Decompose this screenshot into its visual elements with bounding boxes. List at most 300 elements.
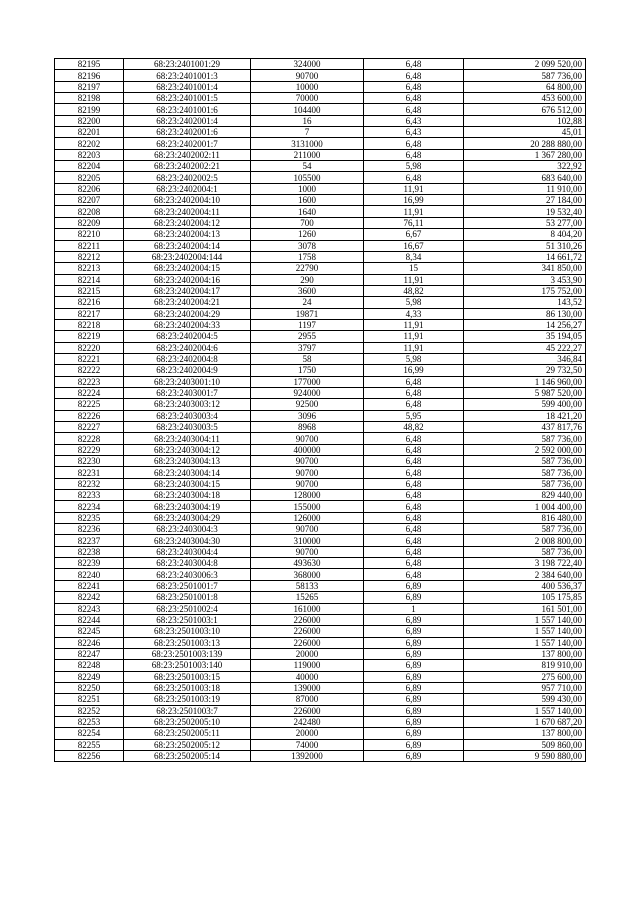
rate-cell: 1 [364, 603, 464, 614]
rate-cell: 6,89 [364, 614, 464, 625]
rate-cell: 5,95 [364, 410, 464, 421]
rate-cell: 6,48 [364, 512, 464, 523]
value-cell: 19 532,40 [464, 206, 586, 217]
row-number-cell: 82227 [55, 422, 124, 433]
value-cell: 587 736,00 [464, 546, 586, 557]
row-number-cell: 82237 [55, 535, 124, 546]
row-number-cell: 82196 [55, 70, 124, 81]
table-row [55, 739, 586, 750]
value-cell: 45,01 [464, 127, 586, 138]
row-number-cell: 82254 [55, 728, 124, 739]
area-cell: 924000 [251, 387, 364, 398]
table-row [55, 93, 586, 104]
value-cell: 819 910,00 [464, 660, 586, 671]
cadastral-number-cell: 68:23:2501003:18 [124, 682, 251, 693]
area-cell: 19871 [251, 308, 364, 319]
table-row [55, 127, 586, 138]
value-cell: 587 736,00 [464, 478, 586, 489]
table-row [55, 535, 586, 546]
rate-cell: 6,48 [364, 490, 464, 501]
value-cell: 587 736,00 [464, 524, 586, 535]
cadastral-number-cell: 68:23:2501003:140 [124, 660, 251, 671]
value-cell: 14 661,72 [464, 251, 586, 262]
cadastral-number-cell: 68:23:2401001:4 [124, 81, 251, 92]
cadastral-number-cell: 68:23:2401001:5 [124, 93, 251, 104]
rate-cell: 6,89 [364, 694, 464, 705]
area-cell: 310000 [251, 535, 364, 546]
value-cell: 161 501,00 [464, 603, 586, 614]
area-cell: 22790 [251, 263, 364, 274]
value-cell: 137 800,00 [464, 648, 586, 659]
rate-cell: 6,48 [364, 104, 464, 115]
row-number-cell: 82202 [55, 138, 124, 149]
cadastral-number-cell: 68:23:2403004:18 [124, 490, 251, 501]
rate-cell: 6,48 [364, 172, 464, 183]
cadastral-number-cell: 68:23:2501003:10 [124, 626, 251, 637]
area-cell: 226000 [251, 614, 364, 625]
area-cell: 90700 [251, 524, 364, 535]
table-row [55, 716, 586, 727]
row-number-cell: 82226 [55, 410, 124, 421]
cadastral-number-cell: 68:23:2402004:33 [124, 319, 251, 330]
table-row [55, 138, 586, 149]
rate-cell: 11,91 [364, 206, 464, 217]
row-number-cell: 82231 [55, 467, 124, 478]
table-row [55, 558, 586, 569]
cadastral-number-cell: 68:23:2402004:1 [124, 183, 251, 194]
table-row [55, 342, 586, 353]
value-cell: 14 256,27 [464, 319, 586, 330]
row-number-cell: 82224 [55, 387, 124, 398]
cadastral-number-cell: 68:23:2501003:1 [124, 614, 251, 625]
table-row [55, 195, 586, 206]
cadastral-number-cell: 68:23:2502005:14 [124, 750, 251, 761]
value-cell: 1 004 400,00 [464, 501, 586, 512]
value-cell: 2 008 800,00 [464, 535, 586, 546]
table-row [55, 274, 586, 285]
row-number-cell: 82207 [55, 195, 124, 206]
area-cell: 139000 [251, 682, 364, 693]
table-row [55, 149, 586, 160]
table-row [55, 750, 586, 761]
area-cell: 58 [251, 353, 364, 364]
area-cell: 90700 [251, 70, 364, 81]
area-cell: 90700 [251, 433, 364, 444]
rate-cell: 6,48 [364, 433, 464, 444]
value-cell: 341 850,00 [464, 263, 586, 274]
value-cell: 143,52 [464, 297, 586, 308]
area-cell: 1000 [251, 183, 364, 194]
table-row [55, 217, 586, 228]
area-cell: 1600 [251, 195, 364, 206]
value-cell: 29 732,50 [464, 365, 586, 376]
rate-cell: 6,89 [364, 648, 464, 659]
rate-cell: 6,89 [364, 750, 464, 761]
value-cell: 1 557 140,00 [464, 705, 586, 716]
row-number-cell: 82250 [55, 682, 124, 693]
row-number-cell: 82222 [55, 365, 124, 376]
row-number-cell: 82210 [55, 229, 124, 240]
row-number-cell: 82208 [55, 206, 124, 217]
table-row [55, 456, 586, 467]
value-cell: 587 736,00 [464, 70, 586, 81]
value-cell: 599 430,00 [464, 694, 586, 705]
rate-cell: 48,82 [364, 285, 464, 296]
area-cell: 324000 [251, 59, 364, 70]
cadastral-number-cell: 68:23:2403004:30 [124, 535, 251, 546]
rate-cell: 6,89 [364, 728, 464, 739]
cadastral-number-cell: 68:23:2403004:14 [124, 467, 251, 478]
row-number-cell: 82239 [55, 558, 124, 569]
cadastral-number-cell: 68:23:2403003:4 [124, 410, 251, 421]
row-number-cell: 82232 [55, 478, 124, 489]
cadastral-number-cell: 68:23:2403006:3 [124, 569, 251, 580]
area-cell: 3797 [251, 342, 364, 353]
table-row [55, 422, 586, 433]
area-cell: 3131000 [251, 138, 364, 149]
cadastral-number-cell: 68:23:2402004:9 [124, 365, 251, 376]
area-cell: 368000 [251, 569, 364, 580]
cadastral-number-cell: 68:23:2502005:12 [124, 739, 251, 750]
area-cell: 1758 [251, 251, 364, 262]
value-cell: 175 752,00 [464, 285, 586, 296]
rate-cell: 6,48 [364, 149, 464, 160]
rate-cell: 16,99 [364, 195, 464, 206]
area-cell: 3600 [251, 285, 364, 296]
area-cell: 119000 [251, 660, 364, 671]
area-cell: 70000 [251, 93, 364, 104]
area-cell: 24 [251, 297, 364, 308]
table-row [55, 399, 586, 410]
area-cell: 16 [251, 115, 364, 126]
rate-cell: 6,48 [364, 399, 464, 410]
rate-cell: 6,89 [364, 580, 464, 591]
cadastral-number-cell: 68:23:2501003:19 [124, 694, 251, 705]
rate-cell: 6,43 [364, 115, 464, 126]
value-cell: 587 736,00 [464, 456, 586, 467]
table-row [55, 172, 586, 183]
table-row [55, 353, 586, 364]
rate-cell: 6,89 [364, 626, 464, 637]
rate-cell: 6,43 [364, 127, 464, 138]
value-cell: 2 384 640,00 [464, 569, 586, 580]
value-cell: 1 557 140,00 [464, 614, 586, 625]
area-cell: 226000 [251, 705, 364, 716]
table-row [55, 319, 586, 330]
table-row [55, 251, 586, 262]
area-cell: 290 [251, 274, 364, 285]
row-number-cell: 82228 [55, 433, 124, 444]
row-number-cell: 82252 [55, 705, 124, 716]
cadastral-number-cell: 68:23:2402004:12 [124, 217, 251, 228]
cadastral-number-cell: 68:23:2403004:29 [124, 512, 251, 523]
table-row [55, 705, 586, 716]
rate-cell: 6,67 [364, 229, 464, 240]
area-cell: 20000 [251, 648, 364, 659]
value-cell: 437 817,76 [464, 422, 586, 433]
rate-cell: 6,48 [364, 546, 464, 557]
cadastral-number-cell: 68:23:2402004:29 [124, 308, 251, 319]
cadastral-number-cell: 68:23:2402001:4 [124, 115, 251, 126]
table-row [55, 682, 586, 693]
area-cell: 105500 [251, 172, 364, 183]
area-cell: 493630 [251, 558, 364, 569]
value-cell: 3 453,90 [464, 274, 586, 285]
table-row [55, 183, 586, 194]
row-number-cell: 82249 [55, 671, 124, 682]
row-number-cell: 82244 [55, 614, 124, 625]
table-row [55, 229, 586, 240]
area-cell: 10000 [251, 81, 364, 92]
area-cell: 226000 [251, 626, 364, 637]
area-cell: 1197 [251, 319, 364, 330]
area-cell: 1640 [251, 206, 364, 217]
area-cell: 177000 [251, 376, 364, 387]
row-number-cell: 82247 [55, 648, 124, 659]
cadastral-number-cell: 68:23:2402004:17 [124, 285, 251, 296]
table-row [55, 376, 586, 387]
row-number-cell: 82243 [55, 603, 124, 614]
value-cell: 1 146 960,00 [464, 376, 586, 387]
row-number-cell: 82238 [55, 546, 124, 557]
area-cell: 211000 [251, 149, 364, 160]
area-cell: 8968 [251, 422, 364, 433]
row-number-cell: 82229 [55, 444, 124, 455]
row-number-cell: 82213 [55, 263, 124, 274]
cadastral-number-cell: 68:23:2403004:4 [124, 546, 251, 557]
row-number-cell: 82248 [55, 660, 124, 671]
area-cell: 3078 [251, 240, 364, 251]
value-cell: 35 194,05 [464, 331, 586, 342]
cadastral-number-cell: 68:23:2403001:10 [124, 376, 251, 387]
cadastral-number-cell: 68:23:2402002:11 [124, 149, 251, 160]
table-row [55, 387, 586, 398]
rate-cell: 5,98 [364, 297, 464, 308]
table-row [55, 728, 586, 739]
rate-cell: 6,89 [364, 716, 464, 727]
cadastral-number-cell: 68:23:2501003:15 [124, 671, 251, 682]
row-number-cell: 82233 [55, 490, 124, 501]
cadastral-number-cell: 68:23:2402001:6 [124, 127, 251, 138]
cadastral-number-cell: 68:23:2401001:6 [124, 104, 251, 115]
value-cell: 816 480,00 [464, 512, 586, 523]
row-number-cell: 82216 [55, 297, 124, 308]
rate-cell: 6,89 [364, 637, 464, 648]
rate-cell: 8,34 [364, 251, 464, 262]
row-number-cell: 82236 [55, 524, 124, 535]
area-cell: 400000 [251, 444, 364, 455]
area-cell: 90700 [251, 478, 364, 489]
rate-cell: 6,48 [364, 535, 464, 546]
row-number-cell: 82240 [55, 569, 124, 580]
row-number-cell: 82201 [55, 127, 124, 138]
table-row [55, 263, 586, 274]
rate-cell: 6,89 [364, 739, 464, 750]
cadastral-number-cell: 68:23:2402004:13 [124, 229, 251, 240]
value-cell: 957 710,00 [464, 682, 586, 693]
area-cell: 226000 [251, 637, 364, 648]
row-number-cell: 82242 [55, 592, 124, 603]
table-row [55, 297, 586, 308]
area-cell: 58133 [251, 580, 364, 591]
value-cell: 3 198 722,40 [464, 558, 586, 569]
table-row [55, 331, 586, 342]
row-number-cell: 82235 [55, 512, 124, 523]
value-cell: 322,92 [464, 161, 586, 172]
area-cell: 20000 [251, 728, 364, 739]
rate-cell: 6,89 [364, 705, 464, 716]
rate-cell: 4,33 [364, 308, 464, 319]
value-cell: 18 421,20 [464, 410, 586, 421]
row-number-cell: 82209 [55, 217, 124, 228]
row-number-cell: 82214 [55, 274, 124, 285]
row-number-cell: 82197 [55, 81, 124, 92]
value-cell: 400 536,37 [464, 580, 586, 591]
rate-cell: 11,91 [364, 319, 464, 330]
rate-cell: 11,91 [364, 331, 464, 342]
row-number-cell: 82215 [55, 285, 124, 296]
cadastral-number-cell: 68:23:2403003:12 [124, 399, 251, 410]
rate-cell: 6,48 [364, 569, 464, 580]
value-cell: 509 860,00 [464, 739, 586, 750]
table-row [55, 592, 586, 603]
area-cell: 90700 [251, 546, 364, 557]
value-cell: 1 557 140,00 [464, 637, 586, 648]
area-cell: 40000 [251, 671, 364, 682]
row-number-cell: 82251 [55, 694, 124, 705]
table-row [55, 115, 586, 126]
row-number-cell: 82246 [55, 637, 124, 648]
value-cell: 105 175,85 [464, 592, 586, 603]
table-row [55, 671, 586, 682]
table-row [55, 580, 586, 591]
row-number-cell: 82199 [55, 104, 124, 115]
table-row [55, 626, 586, 637]
cadastral-number-cell: 68:23:2403004:19 [124, 501, 251, 512]
area-cell: 3096 [251, 410, 364, 421]
row-number-cell: 82195 [55, 59, 124, 70]
area-cell: 700 [251, 217, 364, 228]
table-row [55, 410, 586, 421]
value-cell: 676 512,00 [464, 104, 586, 115]
table-row [55, 467, 586, 478]
cadastral-number-cell: 68:23:2501003:7 [124, 705, 251, 716]
area-cell: 87000 [251, 694, 364, 705]
rate-cell: 6,48 [364, 467, 464, 478]
rate-cell: 5,98 [364, 353, 464, 364]
value-cell: 587 736,00 [464, 467, 586, 478]
area-cell: 92500 [251, 399, 364, 410]
value-cell: 137 800,00 [464, 728, 586, 739]
rate-cell: 11,91 [364, 183, 464, 194]
rate-cell: 16,67 [364, 240, 464, 251]
table-row [55, 490, 586, 501]
rate-cell: 11,91 [364, 342, 464, 353]
table-row [55, 444, 586, 455]
cadastral-number-cell: 68:23:2402004:5 [124, 331, 251, 342]
value-cell: 599 400,00 [464, 399, 586, 410]
area-cell: 74000 [251, 739, 364, 750]
area-cell: 1750 [251, 365, 364, 376]
cadastral-number-cell: 68:23:2401001:3 [124, 70, 251, 81]
table-row [55, 512, 586, 523]
row-number-cell: 82256 [55, 750, 124, 761]
rate-cell: 6,89 [364, 671, 464, 682]
value-cell: 9 590 880,00 [464, 750, 586, 761]
area-cell: 104400 [251, 104, 364, 115]
table-row [55, 660, 586, 671]
value-cell: 587 736,00 [464, 433, 586, 444]
cadastral-number-cell: 68:23:2403004:12 [124, 444, 251, 455]
value-cell: 2 592 000,00 [464, 444, 586, 455]
value-cell: 45 222,27 [464, 342, 586, 353]
cadastral-number-cell: 68:23:2403004:3 [124, 524, 251, 535]
area-cell: 54 [251, 161, 364, 172]
row-number-cell: 82198 [55, 93, 124, 104]
table-row [55, 59, 586, 70]
rate-cell: 6,89 [364, 682, 464, 693]
value-cell: 20 288 880,00 [464, 138, 586, 149]
table-row [55, 648, 586, 659]
cadastral-number-cell: 68:23:2501002:4 [124, 603, 251, 614]
row-number-cell: 82217 [55, 308, 124, 319]
value-cell: 1 557 140,00 [464, 626, 586, 637]
value-cell: 8 404,20 [464, 229, 586, 240]
area-cell: 7 [251, 127, 364, 138]
value-cell: 102,88 [464, 115, 586, 126]
table-row [55, 285, 586, 296]
cadastral-number-cell: 68:23:2403004:13 [124, 456, 251, 467]
rate-cell: 6,48 [364, 524, 464, 535]
table-row [55, 308, 586, 319]
row-number-cell: 82241 [55, 580, 124, 591]
table-row [55, 614, 586, 625]
value-cell: 1 367 280,00 [464, 149, 586, 160]
row-number-cell: 82206 [55, 183, 124, 194]
cadastral-number-cell: 68:23:2502005:11 [124, 728, 251, 739]
cadastral-number-cell: 68:23:2402002:21 [124, 161, 251, 172]
rate-cell: 6,48 [364, 501, 464, 512]
cadastral-number-cell: 68:23:2402004:16 [124, 274, 251, 285]
rate-cell: 6,48 [364, 387, 464, 398]
rate-cell: 5,98 [364, 161, 464, 172]
value-cell: 346,84 [464, 353, 586, 364]
cadastral-number-cell: 68:23:2401001:29 [124, 59, 251, 70]
cadastral-number-cell: 68:23:2501001:7 [124, 580, 251, 591]
cadastral-number-cell: 68:23:2402004:11 [124, 206, 251, 217]
table-row [55, 81, 586, 92]
row-number-cell: 82245 [55, 626, 124, 637]
rate-cell: 6,48 [364, 138, 464, 149]
cadastral-number-cell: 68:23:2502005:10 [124, 716, 251, 727]
rate-cell: 6,48 [364, 93, 464, 104]
row-number-cell: 82221 [55, 353, 124, 364]
table-row [55, 569, 586, 580]
value-cell: 51 310,26 [464, 240, 586, 251]
rate-cell: 6,48 [364, 456, 464, 467]
cadastral-number-cell: 68:23:2501001:8 [124, 592, 251, 603]
row-number-cell: 82253 [55, 716, 124, 727]
value-cell: 275 600,00 [464, 671, 586, 682]
rate-cell: 6,89 [364, 592, 464, 603]
rate-cell: 76,11 [364, 217, 464, 228]
row-number-cell: 82220 [55, 342, 124, 353]
value-cell: 1 670 687,20 [464, 716, 586, 727]
value-cell: 11 910,00 [464, 183, 586, 194]
table-row [55, 104, 586, 115]
rate-cell: 6,48 [364, 558, 464, 569]
row-number-cell: 82218 [55, 319, 124, 330]
